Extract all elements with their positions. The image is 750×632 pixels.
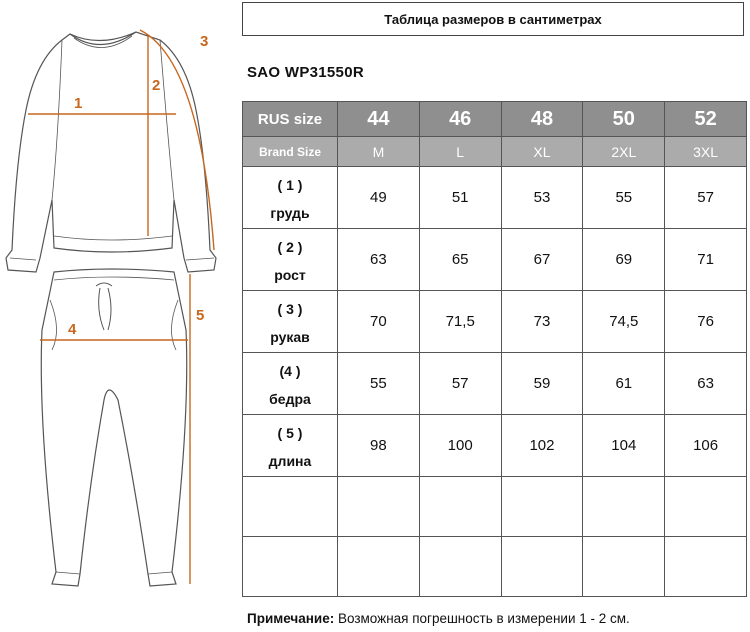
pants-outline — [41, 269, 186, 586]
rus-size-cell: 44 — [338, 102, 420, 137]
marker-5: 5 — [196, 307, 205, 324]
marker-3: 3 — [200, 33, 209, 50]
measurement-value: 100 — [419, 415, 501, 477]
measurement-name: рукав — [270, 328, 310, 345]
measurement-value: 55 — [583, 167, 665, 229]
brand-size-cell: 3XL — [665, 137, 747, 167]
measurement-value: 76 — [665, 291, 747, 353]
measurement-row-hips — [243, 353, 747, 415]
measurement-value: 106 — [665, 415, 747, 477]
measurement-label — [243, 415, 338, 477]
empty-cell — [665, 537, 747, 597]
measurement-label — [243, 353, 338, 415]
measurement-value: 57 — [419, 353, 501, 415]
measurement-value: 71 — [665, 229, 747, 291]
measurement-value: 102 — [501, 415, 583, 477]
measurement-number: (4 ) — [279, 362, 301, 379]
brand-size-cell: XL — [501, 137, 583, 167]
marker-2: 2 — [152, 77, 161, 94]
brand-size-label: Brand Size — [243, 137, 338, 167]
empty-row — [243, 537, 747, 597]
measurement-value: 59 — [501, 353, 583, 415]
measurement-row-chest — [243, 167, 747, 229]
measurement-value: 67 — [501, 229, 583, 291]
brand-size-row — [243, 137, 747, 167]
empty-cell — [583, 477, 665, 537]
measurement-value: 57 — [665, 167, 747, 229]
measurement-name: бедра — [269, 390, 311, 407]
measurement-value: 98 — [338, 415, 420, 477]
measurement-label — [243, 291, 338, 353]
measurement-label — [243, 167, 338, 229]
model-code: SAO WP31550R — [247, 64, 364, 81]
brand-size-cell: M — [338, 137, 420, 167]
measurement-value: 51 — [419, 167, 501, 229]
empty-cell — [665, 477, 747, 537]
measurement-value: 74,5 — [583, 291, 665, 353]
empty-cell — [243, 477, 338, 537]
measurement-number: ( 3 ) — [277, 300, 303, 317]
rus-size-row — [243, 102, 747, 137]
measurement-number: ( 2 ) — [277, 238, 303, 255]
brand-size-cell: 2XL — [583, 137, 665, 167]
measurement-name: рост — [274, 266, 306, 283]
marker-4: 4 — [68, 321, 77, 338]
measurement-number: ( 5 ) — [277, 424, 303, 441]
rus-size-cell: 48 — [501, 102, 583, 137]
empty-cell — [501, 477, 583, 537]
measurement-value: 73 — [501, 291, 583, 353]
measurement-value: 70 — [338, 291, 420, 353]
measurement-value: 61 — [583, 353, 665, 415]
empty-cell — [419, 477, 501, 537]
measurement-value: 71,5 — [419, 291, 501, 353]
sweatshirt-outline — [6, 32, 216, 272]
rus-size-cell: 50 — [583, 102, 665, 137]
table-title: Таблица размеров в сантиметрах — [242, 2, 744, 36]
measurement-value: 63 — [665, 353, 747, 415]
garment-illustration — [0, 0, 236, 600]
rus-size-cell: 46 — [419, 102, 501, 137]
measurement-value: 63 — [338, 229, 420, 291]
empty-cell — [419, 537, 501, 597]
empty-cell — [338, 477, 420, 537]
measurement-name: грудь — [270, 204, 310, 221]
marker-1: 1 — [74, 95, 83, 112]
measurement-row-sleeve — [243, 291, 747, 353]
empty-cell — [338, 537, 420, 597]
measurement-value: 49 — [338, 167, 420, 229]
rus-size-cell: 52 — [665, 102, 747, 137]
measurement-value: 69 — [583, 229, 665, 291]
note-text: Возможная погрешность в измерении 1 - 2 см. — [334, 611, 630, 626]
measurement-value: 53 — [501, 167, 583, 229]
empty-cell — [243, 537, 338, 597]
measurement-row-length — [243, 415, 747, 477]
empty-row — [243, 477, 747, 537]
measurement-label — [243, 229, 338, 291]
empty-cell — [501, 537, 583, 597]
note — [247, 611, 630, 626]
measurement-value: 65 — [419, 229, 501, 291]
brand-size-cell: L — [419, 137, 501, 167]
measurement-row-height — [243, 229, 747, 291]
note-label: Примечание: — [247, 611, 335, 626]
size-table — [242, 101, 747, 597]
empty-cell — [583, 537, 665, 597]
measurement-value: 55 — [338, 353, 420, 415]
measurement-number: ( 1 ) — [277, 176, 303, 193]
measurement-name: длина — [268, 452, 312, 469]
rus-size-label: RUS size — [243, 102, 338, 137]
measurement-value: 104 — [583, 415, 665, 477]
